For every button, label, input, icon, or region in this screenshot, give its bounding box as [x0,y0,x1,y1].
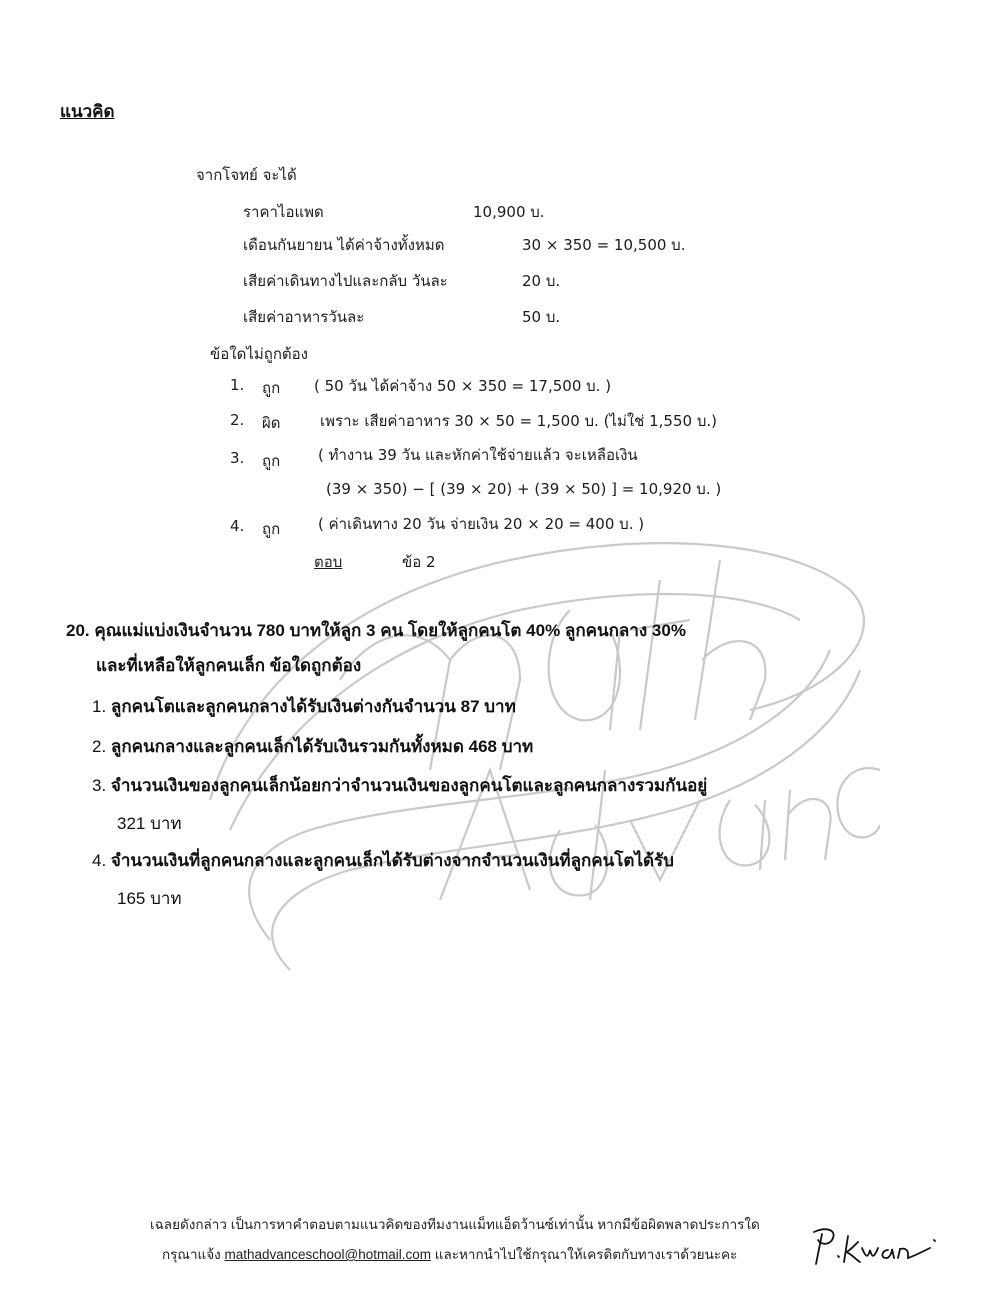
choice-1-num: 1. [92,697,107,716]
q20-choice-4[interactable] [92,847,674,874]
item-4-verdict: ถูก [262,520,281,538]
given-food-label: เสียค่าอาหารวันละ [243,308,365,326]
item-3-num: 3. [230,449,245,467]
choice-3-cont: 321 บาท [117,814,182,833]
given-wage-value: 30 × 350 = 10,500 บ. [522,236,686,254]
item-2-detail: เพราะ เสียค่าอาหาร 30 × 50 = 1,500 บ. (ไม่ใช่ 1,550 บ.) [320,412,717,430]
item-3-detail: ( ทำงาน 39 วัน และหักค่าใช้จ่ายแล้ว จะเหลือเงิน [318,446,638,464]
item-3-detail-calc: (39 × 350) − [ (39 × 20) + (39 × 50) ] = 10,920 บ. ) [326,480,722,498]
q20-text-1: คุณแม่แบ่งเงินจำนวน 780 บาทให้ลูก 3 คน โดยให้ลูกคนโต 40% ลูกคนกลาง 30% [94,621,686,640]
given-wage-label: เดือนกันยายน ได้ค่าจ้างทั้งหมด [243,236,445,254]
footer-prefix: กรุณาแจ้ง [162,1247,225,1262]
q20-choice-1[interactable] [92,693,516,720]
section-heading: แนวคิด [60,102,115,122]
given-travel-value: 20 บ. [522,272,561,290]
given-ipad-value: 10,900 บ. [473,203,545,221]
given-food-value: 50 บ. [522,308,561,326]
footer-suffix: และหากนำไปใช้กรุณาให้เครดิตกับทางเราด้วยนะคะ [431,1247,738,1262]
footer-line-1: เฉลยดังกล่าว เป็นการหาคำตอบตามแนวคิดของทีมงานแม็ทแอ็ดว้านซ์เท่านั้น หากมีข้อผิดพลาดประการใด [150,1217,760,1232]
choice-2-num: 2. [92,737,107,756]
given-ipad-label: ราคาไอแพด [243,203,324,221]
q20-choice-2[interactable] [92,733,533,760]
item-3-verdict: ถูก [262,452,281,470]
item-2-verdict: ผิด [262,414,281,432]
q20-number: 20. [66,621,90,640]
q20-choice-3[interactable] [92,772,707,799]
choice-4-text: จำนวนเงินที่ลูกคนกลางและลูกคนเล็กได้รับต่างจากจำนวนเงินที่ลูกคนโตได้รับ [110,851,674,870]
answer-label: ตอบ [314,553,343,571]
item-2-num: 2. [230,411,245,429]
choice-2-text: ลูกคนกลางและลูกคนเล็กได้รับเงินรวมกันทั้งหมด 468 บาท [110,737,534,756]
footer-line-2 [162,1243,737,1265]
solution-intro: จากโจทย์ จะได้ [196,166,297,184]
q20-line2 [96,652,361,679]
item-4-num: 4. [230,517,245,535]
q20-line1 [66,617,686,644]
item-1-num: 1. [230,376,245,394]
math-advance-watermark [190,470,880,990]
choice-4-num: 4. [92,851,107,870]
contact-email-link[interactable]: mathadvanceschool@hotmail.com [224,1247,432,1262]
choice-3-text: จำนวนเงินของลูกคนเล็กน้อยกว่าจำนวนเงินของลูกคนโตและลูกคนกลางรวมกันอยู่ [110,776,708,795]
solution-question: ข้อใดไม่ถูกต้อง [210,345,308,363]
q20-text-2: และที่เหลือให้ลูกคนเล็ก ข้อใดถูกต้อง [96,656,362,675]
given-travel-label: เสียค่าเดินทางไปและกลับ วันละ [243,272,448,290]
signature [808,1222,938,1272]
choice-4-cont: 165 บาท [117,889,182,908]
choice-3-num: 3. [92,776,107,795]
item-4-detail: ( ค่าเดินทาง 20 วัน จ่ายเงิน 20 × 20 = 400 บ. ) [318,515,645,533]
item-1-verdict: ถูก [262,379,281,397]
choice-1-text: ลูกคนโตและลูกคนกลางได้รับเงินต่างกันจำนวน 87 บาท [110,697,516,716]
item-1-detail: ( 50 วัน ได้ค่าจ้าง 50 × 350 = 17,500 บ. ) [314,377,612,395]
answer-text: ข้อ 2 [402,553,436,571]
